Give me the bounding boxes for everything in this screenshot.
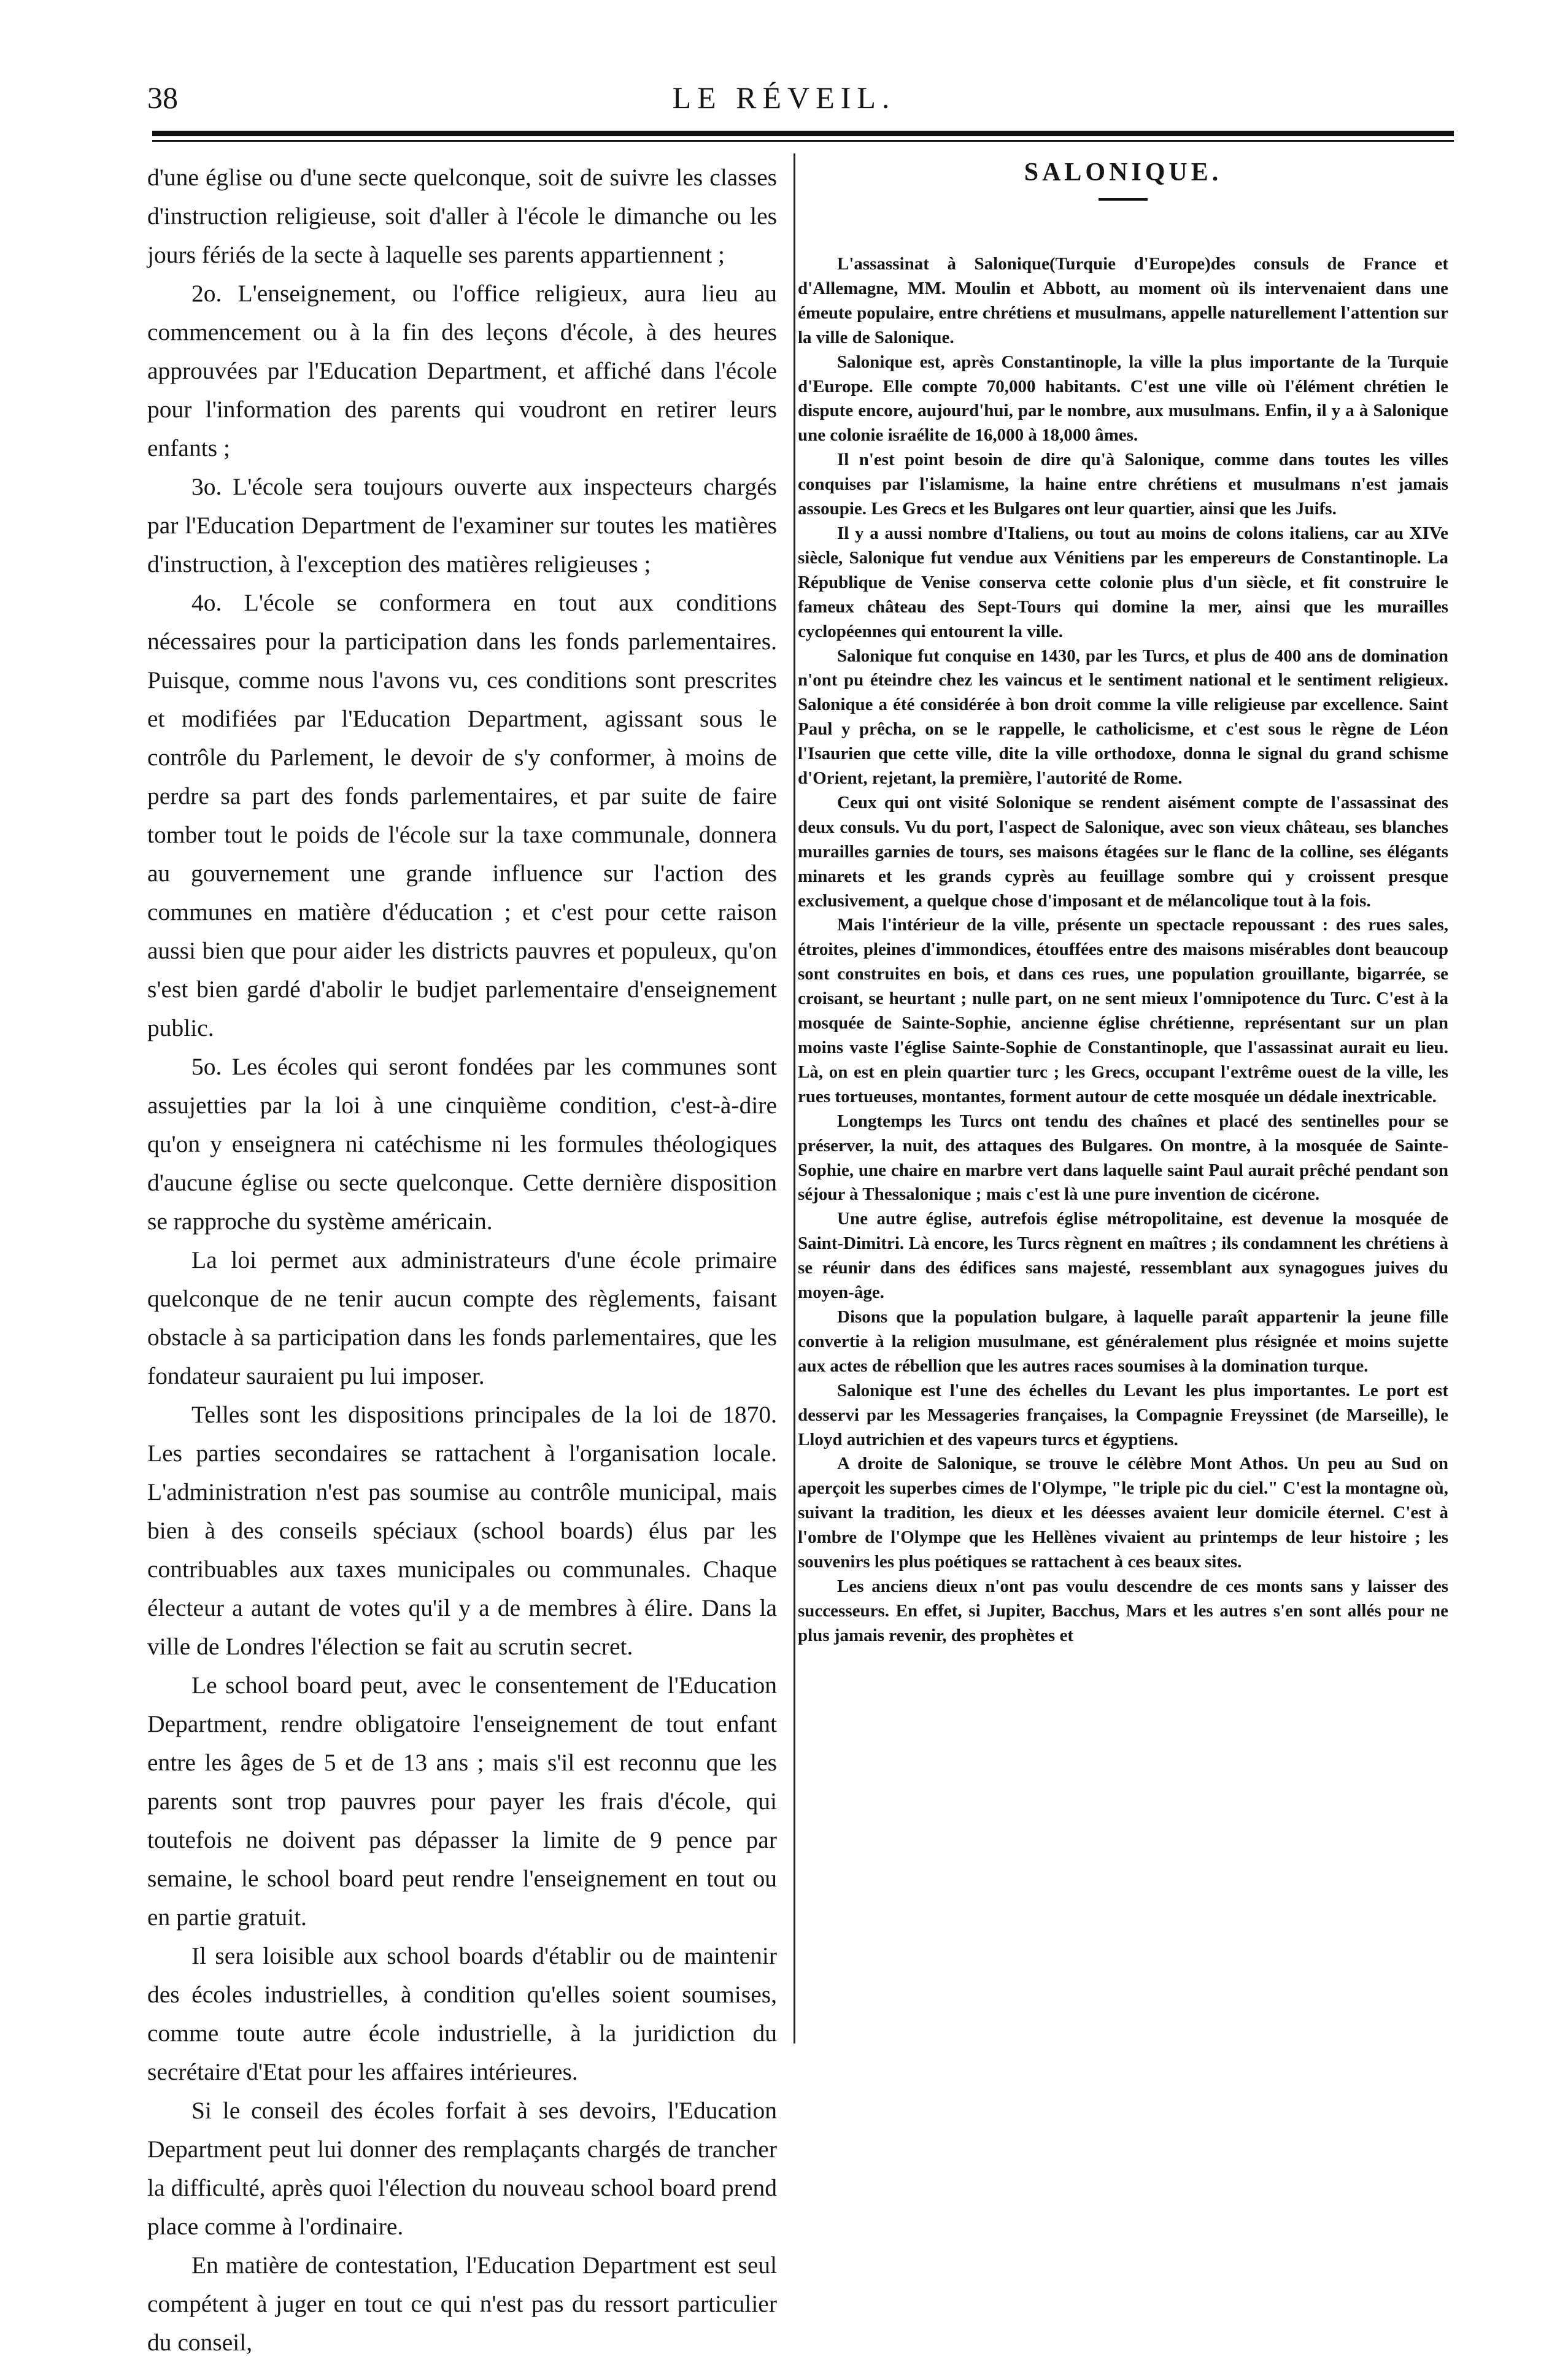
right-paragraph: Disons que la population bulgare, à laquelle paraît appartenir la jeune fille convertie à la religion musulmane, est généralement plus résignée et moins sujette aux actes de rébellion que les autres races soumises à la domination turque. xyxy=(798,1306,1448,1376)
right-paragraph: Il n'est point besoin de dire qu'à Salonique, comme dans toutes les villes conquises par l'islamisme, la haine entre chrétiens et musulmans n'est jamais assoupie. Les Grecs et les Bulgares ont leur quartier, ainsi que les Juifs. xyxy=(798,450,1448,519)
right-paragraph: Salonique est l'une des échelles du Levant les plus importantes. Le port est desservi par les Messageries françaises, la Compagnie Freyssinet (de Marseille), le Lloyd autrichien et des vapeurs turcs et égyptiens. xyxy=(798,1380,1448,1449)
right-paragraph: Salonique fut conquise en 1430, par les Turcs, et plus de 400 ans de domination n'ont pu éteindre chez les vaincus et le sentiment national et le sentiment religieux. Salonique a été considérée à bon droit comme la ville religieuse par excellence. Saint Paul y prêcha, on se le rappelle, le catholicisme, et c'est sous le règne de Léon l'Isaurien que cette ville, dite la ville orthodoxe, donna le signal du grand schisme d'Orient, rejetant, la première, l'autorité de Rome. xyxy=(798,646,1448,789)
running-title: LE RÉVEIL. xyxy=(672,80,896,115)
page-number: 38 xyxy=(147,80,178,115)
left-paragraph: En matière de contestation, l'Education Department est seul compétent à juger en tout ce qui n'est pas du ressort particulier du conseil, xyxy=(147,2252,777,2356)
right-paragraph: Ceux qui ont visité Solonique se rendent aisément compte de l'assassinat des deux consuls. Vu du port, l'aspect de Salonique, avec son vieux château, ses blanches murailles garnies de tours, ses maisons étagées sur le flanc de la colline, ses élégants minarets et les grands cyprès au feuillage sombre qui y croissent presque exclusivement, a quelque chose d'imposant et de mélancolique tout à la fois. xyxy=(798,792,1448,911)
left-paragraph: Telles sont les dispositions principales de la loi de 1870. Les parties secondaires se rattachent à l'organisation locale. L'administration n'est pas soumise au contrôle municipal, mais bien à des conseils spéciaux (school boards) élus par les contribuables aux taxes municipales ou communales. Chaque électeur a autant de votes qu'il y a de membres à élire. Dans la ville de Londres l'élection se fait au scrutin secret. xyxy=(147,1401,777,1660)
right-paragraph: Salonique est, après Constantinople, la ville la plus importante de la Turquie d'Europe. Elle compte 70,000 habitants. C'est une ville où l'élément chrétien le dispute encore, aujourd'hui, par le nombre, aux musulmans. Enfin, il y a à Salonique une colonie israélite de 16,000 à 18,000 âmes. xyxy=(798,352,1448,446)
column-divider xyxy=(794,153,795,2044)
left-column xyxy=(147,158,777,2362)
left-paragraph: Le school board peut, avec le consentement de l'Education Department, rendre obligatoire l'enseignement de tout enfant entre les âges de 5 et de 13 ans ; mais s'il est reconnu que les parents sont trop pauvres pour payer les frais d'école, qui toutefois ne doivent pas dépasser la limite de 9 pence par semaine, le school board peut rendre l'enseignement en tout ou en partie gratuit. xyxy=(147,1672,777,1931)
right-paragraph: Il y a aussi nombre d'Italiens, ou tout au moins de colons italiens, car au XIVe siècle, Salonique fut vendue aux Vénitiens par les empereurs de Constantinople. La République de Venise conserva cette colonie plus d'un siècle, et fit construire le fameux château des Sept-Tours qui domine la mer, ainsi que les murailles cyclopéennes qui entourent la ville. xyxy=(798,523,1448,641)
right-paragraph: Longtemps les Turcs ont tendu des chaînes et placé des sentinelles pour se préserver, la nuit, des attaques des Bulgares. On montre, à la mosquée de Sainte-Sophie, une chaire en marbre vert dans laquelle saint Paul aurait prêché pendant son séjour à Thessalonique ; mais c'est là une pure invention de cicérone. xyxy=(798,1111,1448,1205)
header-rule-thick xyxy=(152,131,1454,136)
right-paragraph: Mais l'intérieur de la ville, présente un spectacle repoussant : des rues sales, étroites, pleines d'immondices, étouffées entre des maisons misérables dont beaucoup sont construites en bois, et dans ces rues, une population grouillante, bigarrée, se croisant, se heurtant ; nulle part, on ne sent mieux l'omnipotence du Turc. C'est à la mosquée de Sainte-Sophie, ancienne église chrétienne, représentant sur un plan moins vaste l'église Sainte-Sophie de Constantinople, que l'assassinat aurait eu lieu. Là, on est en plein quartier turc ; les Grecs, occupant l'extrême ouest de la ville, les rues tortueuses, montantes, forment autour de cette mosquée un dédale inextricable. xyxy=(798,915,1448,1106)
right-paragraph: A droite de Salonique, se trouve le célèbre Mont Athos. Un peu au Sud on aperçoit les superbes cimes de l'Olympe, "le triple pic du ciel." C'est la montagne où, suivant la tradition, les dieux et les déesses avaient leur domicile éternel. C'est à l'ombre de l'Olympe que les Hellènes vivaient au printemps de leur histoire ; les souvenirs les plus poétiques se rattachent à ces beaux sites. xyxy=(798,1454,1448,1572)
right-paragraph: L'assassinat à Salonique(Turquie d'Europe)des consuls de France et d'Allemagne, MM. Moulin et Abbott, au moment où ils intervenaient dans une émeute populaire, entre chrétiens et musulmans, appelle naturellement l'attention sur la ville de Salonique. xyxy=(798,254,1448,347)
left-paragraph: 5o. Les écoles qui seront fondées par les communes sont assujetties par la loi à une cinquième condition, c'est-à-dire qu'on y enseignera ni catéchisme ni les formules théologiques d'aucune église ou secte quelconque. Cette dernière disposition se rapproche du système américain. xyxy=(147,1053,777,1235)
page-header xyxy=(0,80,1568,123)
left-paragraph: d'une église ou d'une secte quelconque, soit de suivre les classes d'instruction religieuse, soit d'aller à l'école le dimanche ou les jours fériés de la secte à laquelle ses parents appartiennent ; xyxy=(147,164,777,268)
section-title: SALONIQUE. xyxy=(1024,158,1222,187)
right-paragraph: Les anciens dieux n'ont pas voulu descendre de ces monts sans y laisser des successeurs. En effet, si Jupiter, Bacchus, Mars et les autres s'en sont allés pour ne plus jamais revenir, des prophètes et xyxy=(798,1576,1448,1645)
title-rule xyxy=(1099,198,1148,201)
left-paragraph: 3o. L'école sera toujours ouverte aux inspecteurs chargés par l'Education Department de l'examiner sur toutes les matières d'instruction, à l'exception des matières religieuses ; xyxy=(147,473,777,577)
left-paragraph: Si le conseil des écoles forfait à ses devoirs, l'Education Department peut lui donner des remplaçants chargés de trancher la difficulté, après quoi l'élection du nouveau school board prend place comme à l'ordinaire. xyxy=(147,2097,777,2240)
right-column xyxy=(798,156,1448,1648)
left-paragraph: 4o. L'école se conformera en tout aux conditions nécessaires pour la participation dans les fonds parlementaires. Puisque, comme nous l'avons vu, ces conditions sont prescrites et modifiées par l'Education Department, agissant sous le contrôle du Parlement, le devoir de s'y conformer, à moins de perdre sa part des fonds parlementaires, et par suite de faire tomber tout le poids de l'école sur la taxe communale, donnera au gouvernement une grande influence sur l'action des communes en matière d'éducation ; et c'est pour cette raison aussi bien que pour aider les districts pauvres et populeux, qu'on s'est bien gardé d'abolir le budjet parlementaire d'enseignement public. xyxy=(147,589,777,1041)
left-paragraph: La loi permet aux administrateurs d'une école primaire quelconque de ne tenir aucun compte des règlements, faisant obstacle à sa participation dans les fonds parlementaires, que les fondateur sauraient pu lui imposer. xyxy=(147,1246,777,1389)
left-paragraph: 2o. L'enseignement, ou l'office religieux, aura lieu au commencement ou à la fin des leçons d'école, à des heures approuvées par l'Education Department, et affiché dans l'école pour l'information des parents qui voudront en retirer leurs enfants ; xyxy=(147,280,777,461)
right-paragraph: Une autre église, autrefois église métropolitaine, est devenue la mosquée de Saint-Dimitri. Là encore, les Turcs règnent en maîtres ; ils condamnent les chrétiens à se réunir dans des édifices sans majesté, ressemblant aux synagogues juives du moyen-âge. xyxy=(798,1209,1448,1303)
left-paragraph: Il sera loisible aux school boards d'établir ou de maintenir des écoles industrielles, à condition qu'elles soient soumises, comme toute autre école industrielle, à la juridiction du secrétaire d'Etat pour les affaires intérieures. xyxy=(147,1942,777,2085)
header-rule-thin xyxy=(152,140,1454,142)
